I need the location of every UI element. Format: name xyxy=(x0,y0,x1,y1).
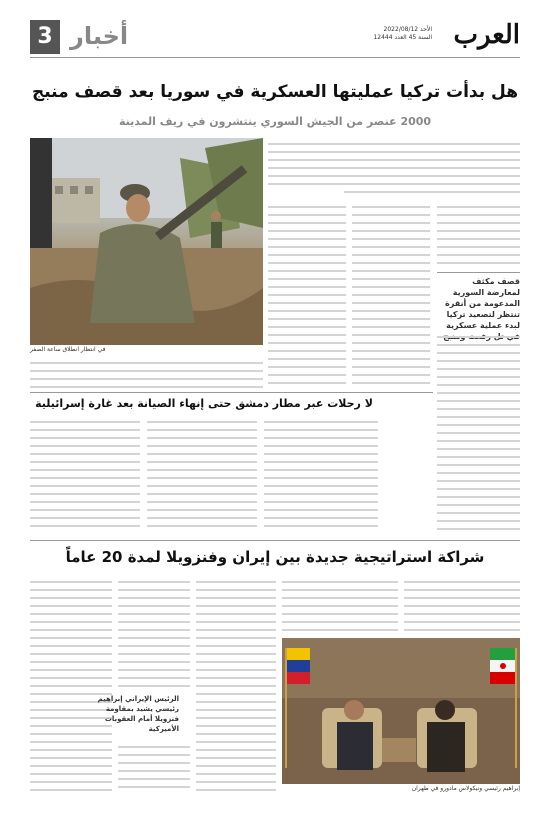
divider xyxy=(437,272,520,273)
iran-story-col-2 xyxy=(282,575,398,633)
section-title: أخبار xyxy=(70,22,129,50)
newspaper-logo: العرب xyxy=(453,20,520,50)
lead-body-col-2 xyxy=(352,200,430,388)
iran-story-col-3 xyxy=(196,575,276,791)
soldier-photo-illustration xyxy=(30,138,263,345)
lead-pullquote: قصف مكثف لمعارضة السورية المدعومة من أنقرة تنتظر لتصعيد تركيا لبدء عملية عسكرية في تل رفعت ومنبج xyxy=(443,277,520,341)
masthead xyxy=(30,18,520,58)
airport-story-col-2 xyxy=(147,415,257,533)
page-number: 3 xyxy=(30,20,60,54)
issue-number: السنة 45 العدد 12444 xyxy=(373,34,432,41)
iran-pullquote: الرئيس الإيراني إبراهيم رئيسي يشيد بمقاومة فنزويلا أمام العقوبات الأميركية xyxy=(97,695,179,733)
lead-body-col-1 xyxy=(437,200,520,270)
lead-photo xyxy=(30,138,263,345)
lead-subhead: 2000 عنصر من الجيش السوري ينتشرون في ريف المدينة xyxy=(118,115,432,128)
meeting-photo-illustration xyxy=(282,638,520,784)
divider xyxy=(30,392,433,393)
airport-story-col-1 xyxy=(264,415,378,533)
airport-story-col-3 xyxy=(30,415,140,533)
lead-body-continued xyxy=(30,356,263,390)
divider xyxy=(30,540,520,541)
issue-info xyxy=(373,26,432,42)
iran-story-col-1 xyxy=(404,575,520,633)
lead-photo-caption: في انتظار انطلاق ساعة الصفر xyxy=(30,346,106,353)
airport-story-headline: لا رحلات عبر مطار دمشق حتى إنهاء الصيانة بعد غارة إسرائيلية xyxy=(35,397,373,410)
lead-body-col-3 xyxy=(268,200,346,388)
iran-venezuela-headline: شراكة استراتيجية جديدة بين إيران وفنزويلا لمدة 20 عاماً xyxy=(65,548,485,566)
presidents-photo-caption: إبراهيم رئيسي ونيكولاس مادورو في طهران xyxy=(411,785,520,792)
lead-body-col-1b xyxy=(437,330,520,530)
lead-intro-text xyxy=(268,137,520,195)
presidents-photo xyxy=(282,638,520,784)
issue-date: الأحد 2022/08/12 xyxy=(383,26,432,33)
iran-story-col-5 xyxy=(30,575,112,791)
iran-story-col-4 xyxy=(118,575,190,687)
lead-headline: هل بدأت تركيا عمليتها العسكرية في سوريا بعد قصف منبج xyxy=(31,82,519,102)
iran-story-col-4b xyxy=(118,740,190,790)
